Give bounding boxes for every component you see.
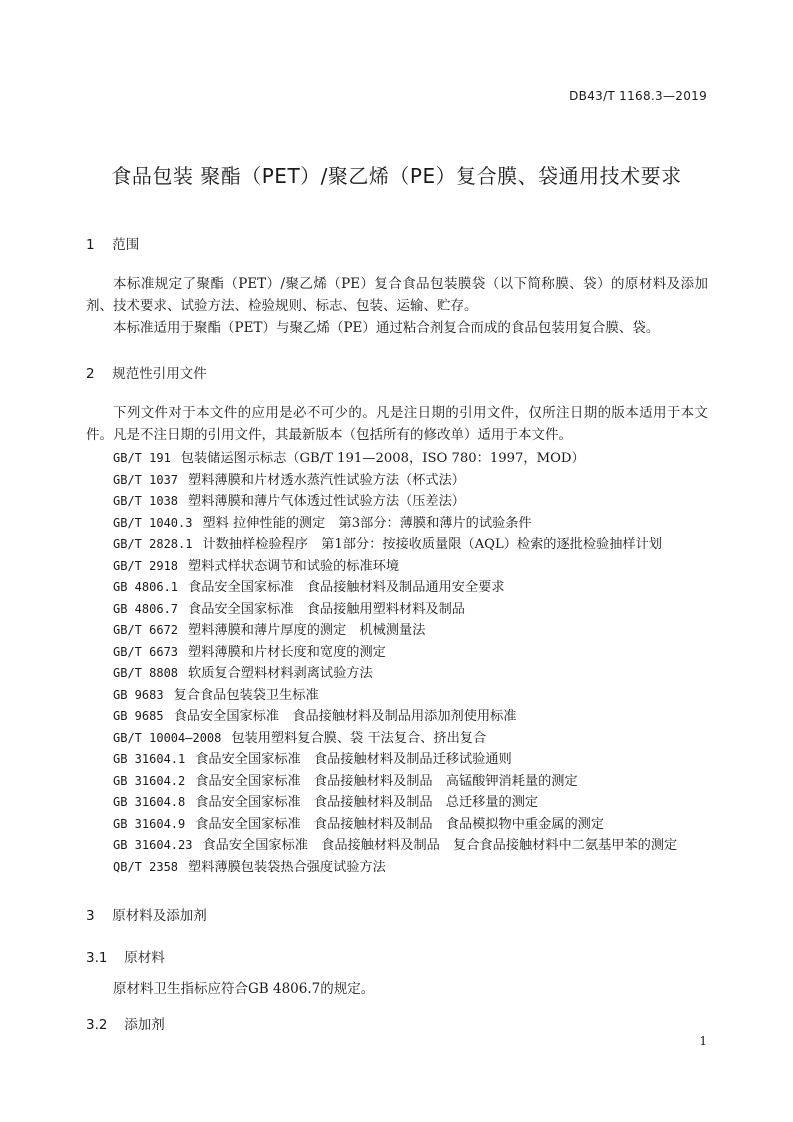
section-title: 原材料及添加剂	[112, 908, 207, 924]
reference-code: GB 31604.23	[113, 838, 193, 852]
reference-title: 食品安全国家标准 食品接触材料及制品 食品模拟物中重金属的测定	[195, 816, 605, 832]
reference-code: GB/T 1037	[113, 472, 179, 487]
reference-item	[113, 728, 723, 750]
reference-title: 塑料薄膜和薄片厚度的测定 机械测量法	[188, 623, 426, 638]
reference-title: 食品安全国家标准 食品接触材料及制品 高锰酸钾消耗量的测定	[195, 773, 578, 789]
reference-code: GB 31604.8	[113, 795, 186, 809]
reference-item	[113, 749, 723, 771]
reference-title: 软质复合塑料材料剥离试验方法	[188, 666, 373, 681]
reference-title: 塑料薄膜和片材长度和宽度的测定	[188, 644, 386, 660]
reference-item	[113, 835, 723, 857]
reference-code: GB/T 191	[113, 451, 171, 465]
section-1-heading	[86, 233, 139, 253]
references-intro: 下列文件对于本文件的应用是必不可少的。凡是注日期的引用文件，仅所注日期的版本适用于本文件。凡是不注日期的引用文件，其最新版本（包括所有的修改单）适用于本文件。	[86, 405, 708, 443]
section-2-heading	[86, 362, 207, 382]
reference-item	[113, 642, 723, 664]
reference-item	[113, 491, 723, 513]
reference-item	[113, 706, 723, 728]
reference-item	[113, 470, 723, 492]
section-number: 3	[86, 908, 95, 924]
page-number: 1	[699, 1034, 707, 1048]
subsection-3-1-heading	[86, 946, 165, 966]
document-number: DB43/T 1168.3—2019	[569, 89, 707, 103]
scope-paragraph-1: 本标准规定了聚酯（PET）/聚乙烯（PE）复合食品包装膜袋（以下简称膜、袋）的原材料及添加剂、技术要求、试验方法、检验规则、标志、包装、运输、贮存。	[86, 276, 708, 314]
reference-item	[113, 513, 723, 535]
page-title: 食品包装 聚酯（PET）/聚乙烯（PE）复合膜、袋通用技术要求	[111, 164, 682, 188]
reference-title: 包装储运图示标志（GB/T 191—2008，ISO 780：1997，MOD）	[180, 451, 585, 466]
reference-code: GB/T 8808	[113, 666, 179, 680]
section-title: 规范性引用文件	[112, 366, 207, 382]
reference-title: 塑料式样状态调节和试验的标准环境	[188, 558, 400, 574]
reference-item	[113, 685, 723, 707]
reference-title: 塑料 拉伸性能的测定 第3部分：薄膜和薄片的试验条件	[202, 515, 532, 531]
reference-code: GB/T 2918	[113, 558, 179, 573]
reference-title: 计数抽样检验程序 第1部分：按接收质量限（AQL）检索的逐批检验抽样计划	[202, 537, 662, 552]
subsection-title: 原材料	[124, 950, 165, 966]
reference-title: 塑料薄膜和薄片气体透过性试验方法（压差法）	[188, 494, 465, 509]
reference-item	[113, 577, 723, 599]
reference-item	[113, 814, 723, 836]
reference-title: 塑料薄膜包装袋热合强度试验方法	[188, 859, 386, 875]
subsection-title: 添加剂	[124, 1017, 165, 1033]
reference-code: GB 31604.9	[113, 816, 186, 831]
reference-title: 食品安全国家标准 食品接触材料及制品用添加剂使用标准	[173, 709, 517, 724]
reference-item	[113, 771, 723, 793]
reference-code: GB/T 6672	[113, 623, 179, 637]
reference-title: 包装用塑料复合膜、袋 干法复合、挤出复合	[231, 730, 487, 746]
reference-item	[113, 792, 723, 814]
reference-title: 食品安全国家标准 食品接触用塑料材料及制品	[188, 601, 465, 617]
section-title: 范围	[112, 237, 140, 253]
section-3-heading	[86, 904, 207, 924]
reference-item	[113, 534, 723, 556]
reference-code: GB 31604.2	[113, 773, 186, 788]
reference-code: GB/T 1038	[113, 494, 179, 508]
scope-paragraph-2: 本标准适用于聚酯（PET）与聚乙烯（PE）通过粘合剂复合而成的食品包装用复合膜、袋。	[113, 320, 660, 336]
reference-item	[113, 556, 723, 578]
reference-item	[113, 663, 723, 685]
reference-code: GB/T 2828.1	[113, 537, 193, 551]
reference-item	[113, 448, 723, 470]
subsection-number: 3.1	[86, 950, 108, 966]
reference-code: GB/T 6673	[113, 644, 179, 659]
reference-item	[113, 599, 723, 621]
raw-material-text: 原材料卫生指标应符合GB 4806.7的规定。	[113, 981, 375, 997]
reference-item	[113, 857, 723, 879]
subsection-3-2-heading	[86, 1013, 165, 1033]
section-number: 2	[86, 366, 95, 382]
subsection-number: 3.2	[86, 1017, 108, 1033]
reference-code: GB 9683	[113, 687, 164, 702]
reference-code: GB 4806.7	[113, 601, 179, 616]
reference-code: QB/T 2358	[113, 859, 179, 874]
reference-list	[113, 448, 723, 878]
reference-title: 塑料薄膜和片材透水蒸汽性试验方法（杯式法）	[188, 472, 465, 488]
reference-code: GB 9685	[113, 709, 164, 723]
reference-title: 食品安全国家标准 食品接触材料及制品 总迁移量的测定	[195, 795, 539, 810]
reference-item	[113, 620, 723, 642]
reference-code: GB 4806.1	[113, 580, 179, 594]
reference-title: 食品安全国家标准 食品接触材料及制品通用安全要求	[188, 580, 505, 595]
reference-code: GB 31604.1	[113, 752, 186, 766]
reference-code: GB/T 1040.3	[113, 515, 193, 530]
reference-title: 食品安全国家标准 食品接触材料及制品迁移试验通则	[195, 752, 512, 767]
reference-code: GB/T 10004—2008	[113, 730, 222, 745]
reference-title: 复合食品包装袋卫生标准	[173, 687, 319, 703]
reference-title: 食品安全国家标准 食品接触材料及制品 复合食品接触材料中二氨基甲苯的测定	[202, 838, 678, 853]
section-number: 1	[86, 237, 95, 253]
